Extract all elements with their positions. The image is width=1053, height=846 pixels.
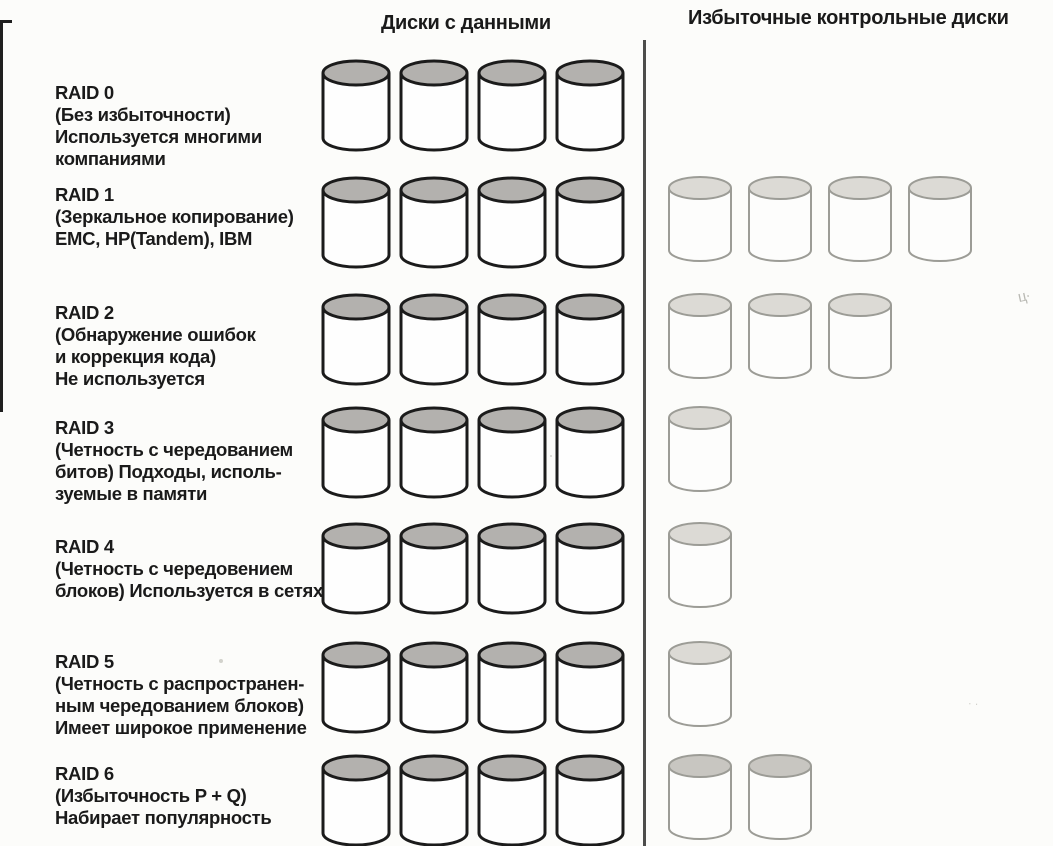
data-disk-icon xyxy=(476,292,548,392)
data-disk-icon xyxy=(320,521,392,621)
data-disk-icon xyxy=(398,175,470,275)
raid-description-line: битов) Подходы, исполь- xyxy=(55,461,282,482)
data-disk-icon xyxy=(398,640,470,740)
data-disk-icon xyxy=(554,175,626,275)
raid-description-line: Используется многими xyxy=(55,126,262,147)
raid-description-line: блоков) Используется в сетях xyxy=(55,580,323,601)
raid-description-line: Не используется xyxy=(55,368,205,389)
redundant-disk-icon xyxy=(747,292,813,385)
page-edge-artifact-tick xyxy=(0,20,12,23)
data-disk-icon xyxy=(398,292,470,392)
data-disk-icon xyxy=(398,521,470,621)
redundant-disk-icon xyxy=(667,640,733,733)
raid-description-line: (Четность с распространен- xyxy=(55,673,305,694)
redundant-disk-icon xyxy=(827,175,893,268)
raid-label xyxy=(55,651,340,739)
data-disk-icon xyxy=(320,753,392,846)
raid-title: RAID 0 xyxy=(55,82,114,103)
raid-description-line: компаниями xyxy=(55,148,166,169)
raid-title: RAID 3 xyxy=(55,417,114,438)
raid-description-line: (Обнаружение ошибок xyxy=(55,324,256,345)
raid-description-line: (Без избыточности) xyxy=(55,104,231,125)
raid-description-line: (Избыточность P + Q) xyxy=(55,785,247,806)
redundant-disk-icon xyxy=(667,175,733,268)
redundant-disk-icon xyxy=(667,521,733,614)
raid-description-line: Набирает популярность xyxy=(55,807,272,828)
data-disk-icon xyxy=(554,405,626,505)
raid-description-line: EMC, HP(Tandem), IBM xyxy=(55,228,253,249)
raid-title: RAID 5 xyxy=(55,651,114,672)
data-disk-icon xyxy=(476,640,548,740)
raid-description-line: (Четность с чередованием xyxy=(55,439,293,460)
scan-smudge: · · xyxy=(967,697,979,711)
raid-label xyxy=(55,82,340,170)
redundant-disk-icon xyxy=(747,175,813,268)
data-disk-icon xyxy=(476,753,548,846)
page-edge-artifact xyxy=(0,20,3,412)
redundant-disk-icon xyxy=(667,292,733,385)
redundant-disk-icon xyxy=(667,753,733,846)
data-disk-icon xyxy=(476,175,548,275)
raid-title: RAID 2 xyxy=(55,302,114,323)
raid-label xyxy=(55,417,340,505)
data-disk-icon xyxy=(398,405,470,505)
data-disk-icon xyxy=(320,58,392,158)
raid-description-line: ным чередованием блоков) xyxy=(55,695,304,716)
raid-title: RAID 4 xyxy=(55,536,114,557)
column-header-redundant-disks: Избыточные контрольные диски xyxy=(688,7,1009,29)
data-disk-icon xyxy=(476,58,548,158)
data-disk-icon xyxy=(320,175,392,275)
data-disk-icon xyxy=(398,753,470,846)
redundant-disk-icon xyxy=(827,292,893,385)
raid-label xyxy=(55,536,340,602)
raid-label xyxy=(55,302,340,390)
raid-description-line: Имеет широкое применение xyxy=(55,717,307,738)
data-disk-icon xyxy=(476,405,548,505)
raid-title: RAID 6 xyxy=(55,763,114,784)
redundant-disk-icon xyxy=(747,753,813,846)
scan-smudge: ц· xyxy=(1016,286,1032,307)
raid-title: RAID 1 xyxy=(55,184,114,205)
data-disk-icon xyxy=(398,58,470,158)
raid-label xyxy=(55,763,340,829)
redundant-disk-icon xyxy=(667,405,733,498)
raid-description-line: (Четность с чередовением xyxy=(55,558,293,579)
data-disk-icon xyxy=(476,521,548,621)
data-disk-icon xyxy=(320,405,392,505)
data-disk-icon xyxy=(320,292,392,392)
data-disk-icon xyxy=(554,292,626,392)
data-disk-icon xyxy=(320,640,392,740)
data-disk-icon xyxy=(554,521,626,621)
raid-label xyxy=(55,184,340,250)
column-header-data-disks: Диски с данными xyxy=(381,12,551,34)
raid-description-line: (Зеркальное копирование) xyxy=(55,206,294,227)
data-disk-icon xyxy=(554,753,626,846)
data-disk-icon xyxy=(554,640,626,740)
raid-description-line: зуемые в памяти xyxy=(55,483,208,504)
data-disk-icon xyxy=(554,58,626,158)
column-divider xyxy=(643,40,646,846)
redundant-disk-icon xyxy=(907,175,973,268)
raid-description-line: и коррекция кода) xyxy=(55,346,216,367)
